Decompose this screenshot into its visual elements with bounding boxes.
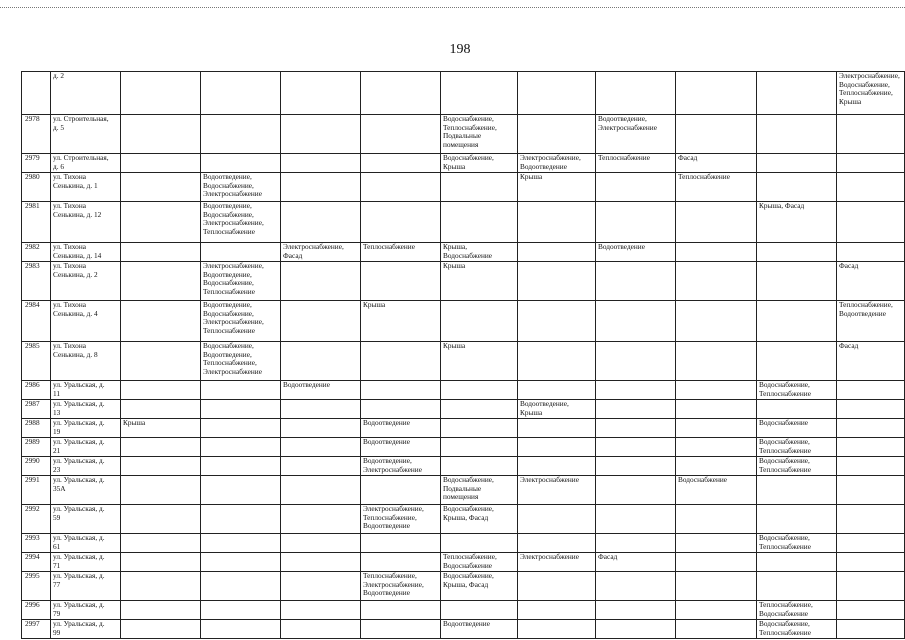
table-row	[22, 381, 905, 400]
row-number: 2983	[22, 262, 51, 301]
works-cell	[837, 154, 905, 173]
works-cell	[281, 457, 361, 476]
works-cell	[441, 457, 518, 476]
works-cell	[837, 115, 905, 154]
works-cell	[676, 419, 757, 438]
table-row	[22, 202, 905, 243]
address-cell: ул. Уральская, д. 71	[51, 553, 121, 572]
works-cell	[596, 173, 676, 202]
works-cell: Электроснабжение	[518, 553, 596, 572]
works-cell	[757, 342, 837, 381]
works-cell	[281, 202, 361, 243]
table-row	[22, 601, 905, 620]
works-cell	[201, 419, 281, 438]
works-cell	[757, 553, 837, 572]
row-number: 2993	[22, 534, 51, 553]
row-number: 2988	[22, 419, 51, 438]
works-cell: Водоотведение	[596, 243, 676, 262]
works-cell	[518, 72, 596, 115]
address-cell: ул. Уральская, д. 21	[51, 438, 121, 457]
works-cell	[121, 400, 201, 419]
row-number: 2979	[22, 154, 51, 173]
works-cell	[361, 342, 441, 381]
works-cell	[361, 400, 441, 419]
works-cell	[676, 115, 757, 154]
works-cell	[837, 620, 905, 639]
works-cell	[121, 620, 201, 639]
works-cell	[121, 572, 201, 601]
works-cell: Водоотведение	[441, 620, 518, 639]
works-cell	[518, 438, 596, 457]
table-row	[22, 534, 905, 553]
address-cell: ул. Уральская, д. 61	[51, 534, 121, 553]
works-cell	[837, 601, 905, 620]
works-cell	[676, 202, 757, 243]
works-cell: Водоотведение, Электроснабжение	[596, 115, 676, 154]
table-row	[22, 505, 905, 534]
works-cell	[441, 438, 518, 457]
works-cell	[676, 438, 757, 457]
works-cell	[441, 202, 518, 243]
works-cell	[441, 400, 518, 419]
works-cell: Водоснабжение, Крыша, Фасад	[441, 505, 518, 534]
works-cell	[201, 572, 281, 601]
works-cell: Электроснабжение, Водоотведение, Водоснабжение, Теплоснабжение	[201, 262, 281, 301]
works-cell	[121, 262, 201, 301]
works-cell	[201, 505, 281, 534]
works-cell	[518, 620, 596, 639]
address-cell: д. 2	[51, 72, 121, 115]
works-cell	[596, 342, 676, 381]
works-cell	[837, 457, 905, 476]
address-cell: ул. Тихона Сенькина, д. 14	[51, 243, 121, 262]
works-cell	[201, 476, 281, 505]
register-body	[22, 72, 905, 639]
works-cell	[596, 400, 676, 419]
works-cell	[121, 476, 201, 505]
works-cell	[441, 601, 518, 620]
works-cell	[518, 202, 596, 243]
works-cell	[518, 457, 596, 476]
works-cell	[676, 457, 757, 476]
works-cell: Водоснабжение, Теплоснабжение	[757, 620, 837, 639]
works-cell	[121, 301, 201, 342]
row-number: 2995	[22, 572, 51, 601]
works-cell	[676, 243, 757, 262]
works-cell: Водоснабжение, Теплоснабжение	[757, 381, 837, 400]
works-cell	[281, 505, 361, 534]
works-cell	[201, 553, 281, 572]
row-number: 2984	[22, 301, 51, 342]
table-row	[22, 620, 905, 639]
works-cell: Водоотведение, Электроснабжение	[361, 457, 441, 476]
table-row	[22, 553, 905, 572]
works-cell: Фасад	[676, 154, 757, 173]
works-cell	[837, 438, 905, 457]
works-cell	[361, 154, 441, 173]
works-cell	[361, 262, 441, 301]
works-cell: Теплоснабжение, Электроснабжение, Водоотведение	[361, 572, 441, 601]
row-number: 2982	[22, 243, 51, 262]
works-cell	[121, 381, 201, 400]
works-cell	[201, 534, 281, 553]
works-cell	[281, 572, 361, 601]
works-cell	[596, 202, 676, 243]
works-cell	[121, 534, 201, 553]
table-row	[22, 457, 905, 476]
register-table	[21, 71, 905, 639]
scan-edge-line	[0, 7, 905, 8]
works-cell: Крыша	[121, 419, 201, 438]
works-cell: Фасад	[837, 342, 905, 381]
works-cell	[837, 572, 905, 601]
works-cell	[121, 505, 201, 534]
works-cell	[201, 115, 281, 154]
works-cell	[121, 553, 201, 572]
works-cell	[361, 72, 441, 115]
works-cell	[361, 601, 441, 620]
works-cell: Электроснабжение, Водоотведение	[518, 154, 596, 173]
works-cell	[518, 505, 596, 534]
works-cell	[201, 620, 281, 639]
table-row	[22, 262, 905, 301]
works-cell	[518, 115, 596, 154]
works-cell: Водоснабжение, Теплоснабжение	[757, 457, 837, 476]
works-cell	[676, 342, 757, 381]
works-cell: Теплоснабжение	[596, 154, 676, 173]
row-number	[22, 72, 51, 115]
works-cell	[837, 202, 905, 243]
works-cell	[757, 262, 837, 301]
works-cell	[837, 243, 905, 262]
works-cell	[361, 620, 441, 639]
address-cell: ул. Уральская, д. 23	[51, 457, 121, 476]
address-cell: ул. Тихона Сенькина, д. 1	[51, 173, 121, 202]
works-cell	[676, 601, 757, 620]
works-cell: Водоснабжение, Теплоснабжение	[757, 438, 837, 457]
works-cell	[201, 154, 281, 173]
works-cell	[518, 262, 596, 301]
works-cell	[361, 553, 441, 572]
works-cell: Крыша	[518, 173, 596, 202]
works-cell	[757, 505, 837, 534]
row-number: 2987	[22, 400, 51, 419]
works-cell: Водоснабжение, Теплоснабжение	[757, 534, 837, 553]
address-cell: ул. Тихона Сенькина, д. 4	[51, 301, 121, 342]
address-cell: ул. Уральская, д. 13	[51, 400, 121, 419]
row-number: 2989	[22, 438, 51, 457]
works-cell	[281, 342, 361, 381]
works-cell	[596, 457, 676, 476]
address-cell: ул. Уральская, д. 35А	[51, 476, 121, 505]
works-cell	[596, 572, 676, 601]
table-row	[22, 400, 905, 419]
works-cell	[518, 572, 596, 601]
works-cell	[441, 534, 518, 553]
works-cell	[518, 381, 596, 400]
works-cell	[676, 72, 757, 115]
works-cell	[281, 400, 361, 419]
works-cell	[837, 534, 905, 553]
works-cell	[518, 601, 596, 620]
works-cell	[281, 154, 361, 173]
row-number: 2981	[22, 202, 51, 243]
works-cell	[676, 572, 757, 601]
row-number: 2996	[22, 601, 51, 620]
works-cell: Водоснабжение, Подвальные помещения	[441, 476, 518, 505]
works-cell	[121, 115, 201, 154]
table-row	[22, 438, 905, 457]
works-cell	[281, 173, 361, 202]
works-cell	[121, 457, 201, 476]
works-cell: Водоснабжение, Теплоснабжение, Подвальные помещения	[441, 115, 518, 154]
works-cell	[676, 553, 757, 572]
works-cell	[676, 505, 757, 534]
works-cell: Крыша	[441, 262, 518, 301]
works-cell: Фасад	[596, 553, 676, 572]
works-cell: Водоотведение, Крыша	[518, 400, 596, 419]
works-cell: Водоснабжение	[676, 476, 757, 505]
works-cell	[757, 301, 837, 342]
works-cell	[281, 620, 361, 639]
address-cell: ул. Уральская, д. 77	[51, 572, 121, 601]
table-row	[22, 419, 905, 438]
works-cell	[281, 301, 361, 342]
works-cell: Водоотведение, Водоснабжение, Электроснабжение	[201, 173, 281, 202]
works-cell: Водоснабжение, Водоотведение, Теплоснабжение, Электроснабжение	[201, 342, 281, 381]
address-cell: ул. Тихона Сенькина, д. 12	[51, 202, 121, 243]
works-cell	[596, 72, 676, 115]
works-cell: Водоснабжение, Крыша	[441, 154, 518, 173]
works-cell	[441, 419, 518, 438]
works-cell	[121, 438, 201, 457]
works-cell	[121, 202, 201, 243]
works-cell: Фасад	[837, 262, 905, 301]
works-cell	[518, 243, 596, 262]
works-cell: Электроснабжение, Водоснабжение, Теплоснабжение, Крыша	[837, 72, 905, 115]
works-cell: Водоотведение	[361, 419, 441, 438]
works-cell: Теплоснабжение	[676, 173, 757, 202]
works-cell: Водоснабжение	[757, 419, 837, 438]
works-cell: Водоотведение	[361, 438, 441, 457]
works-cell	[441, 301, 518, 342]
works-cell: Водоснабжение, Крыша, Фасад	[441, 572, 518, 601]
works-cell: Крыша, Фасад	[757, 202, 837, 243]
address-cell: ул. Уральская, д. 19	[51, 419, 121, 438]
works-cell	[837, 553, 905, 572]
works-cell	[676, 301, 757, 342]
works-cell: Крыша, Водоснабжение	[441, 243, 518, 262]
table-row	[22, 115, 905, 154]
works-cell	[518, 419, 596, 438]
works-cell	[281, 601, 361, 620]
address-cell: ул. Уральская, д. 79	[51, 601, 121, 620]
works-cell	[361, 476, 441, 505]
works-cell	[361, 381, 441, 400]
address-cell: ул. Уральская, д. 11	[51, 381, 121, 400]
works-cell	[757, 243, 837, 262]
row-number: 2992	[22, 505, 51, 534]
works-cell	[441, 72, 518, 115]
works-cell	[281, 476, 361, 505]
works-cell	[201, 381, 281, 400]
table-row	[22, 72, 905, 115]
works-cell: Теплоснабжение, Водоотведение	[837, 301, 905, 342]
works-cell	[121, 72, 201, 115]
works-cell: Водоотведение, Водоснабжение, Электроснабжение, Теплоснабжение	[201, 202, 281, 243]
works-cell	[596, 419, 676, 438]
works-cell	[518, 534, 596, 553]
works-cell	[757, 115, 837, 154]
works-cell	[676, 381, 757, 400]
works-cell	[518, 342, 596, 381]
works-cell	[441, 173, 518, 202]
works-cell	[837, 173, 905, 202]
table-row	[22, 301, 905, 342]
works-cell	[281, 262, 361, 301]
works-cell: Электроснабжение, Теплоснабжение, Водоотведение	[361, 505, 441, 534]
works-cell	[281, 115, 361, 154]
row-number: 2980	[22, 173, 51, 202]
works-cell	[121, 154, 201, 173]
works-cell	[361, 534, 441, 553]
works-cell	[837, 476, 905, 505]
works-cell	[201, 243, 281, 262]
works-cell	[121, 173, 201, 202]
works-cell	[757, 476, 837, 505]
table-row	[22, 572, 905, 601]
works-cell	[121, 342, 201, 381]
works-cell	[518, 301, 596, 342]
row-number: 2985	[22, 342, 51, 381]
works-cell	[361, 173, 441, 202]
works-cell: Крыша	[441, 342, 518, 381]
works-cell	[201, 457, 281, 476]
row-number: 2990	[22, 457, 51, 476]
works-cell	[121, 243, 201, 262]
address-cell: ул. Строительная, д. 5	[51, 115, 121, 154]
table-row	[22, 243, 905, 262]
works-cell	[596, 381, 676, 400]
works-cell	[676, 262, 757, 301]
table-row	[22, 173, 905, 202]
works-cell	[837, 381, 905, 400]
works-cell: Теплоснабжение	[361, 243, 441, 262]
row-number: 2994	[22, 553, 51, 572]
works-cell	[837, 505, 905, 534]
table-row	[22, 476, 905, 505]
works-cell	[201, 438, 281, 457]
table-row	[22, 154, 905, 173]
works-cell: Электроснабжение	[518, 476, 596, 505]
works-cell	[596, 620, 676, 639]
row-number: 2997	[22, 620, 51, 639]
works-cell	[201, 601, 281, 620]
works-cell	[596, 476, 676, 505]
row-number: 2991	[22, 476, 51, 505]
works-cell	[596, 601, 676, 620]
works-cell	[757, 72, 837, 115]
works-cell	[596, 301, 676, 342]
works-cell	[201, 400, 281, 419]
works-cell	[281, 534, 361, 553]
works-cell: Теплоснабжение, Водоснабжение	[441, 553, 518, 572]
works-cell	[757, 154, 837, 173]
works-cell	[757, 173, 837, 202]
works-cell	[676, 400, 757, 419]
works-cell	[361, 115, 441, 154]
address-cell: ул. Тихона Сенькина, д. 8	[51, 342, 121, 381]
works-cell	[757, 572, 837, 601]
works-cell	[676, 620, 757, 639]
table-row	[22, 342, 905, 381]
works-cell	[281, 72, 361, 115]
address-cell: ул. Уральская, д. 59	[51, 505, 121, 534]
works-cell: Крыша	[361, 301, 441, 342]
works-cell: Водоотведение	[281, 381, 361, 400]
works-cell	[837, 419, 905, 438]
works-cell	[281, 419, 361, 438]
works-cell	[596, 505, 676, 534]
works-cell	[281, 553, 361, 572]
works-cell	[596, 438, 676, 457]
works-cell	[837, 400, 905, 419]
works-cell	[596, 262, 676, 301]
works-cell: Водоотведение, Водоснабжение, Электроснабжение, Теплоснабжение	[201, 301, 281, 342]
address-cell: ул. Уральская, д. 99	[51, 620, 121, 639]
page-number: 198	[449, 42, 471, 57]
works-cell	[201, 72, 281, 115]
works-cell	[361, 202, 441, 243]
works-cell	[596, 534, 676, 553]
address-cell: ул. Строительная, д. 6	[51, 154, 121, 173]
row-number: 2986	[22, 381, 51, 400]
works-cell: Электроснабжение, Фасад	[281, 243, 361, 262]
address-cell: ул. Тихона Сенькина, д. 2	[51, 262, 121, 301]
works-cell	[121, 601, 201, 620]
works-cell	[441, 381, 518, 400]
works-cell	[676, 534, 757, 553]
works-cell: Теплоснабжение, Водоснабжение	[757, 601, 837, 620]
works-cell	[281, 438, 361, 457]
row-number: 2978	[22, 115, 51, 154]
works-cell	[757, 400, 837, 419]
